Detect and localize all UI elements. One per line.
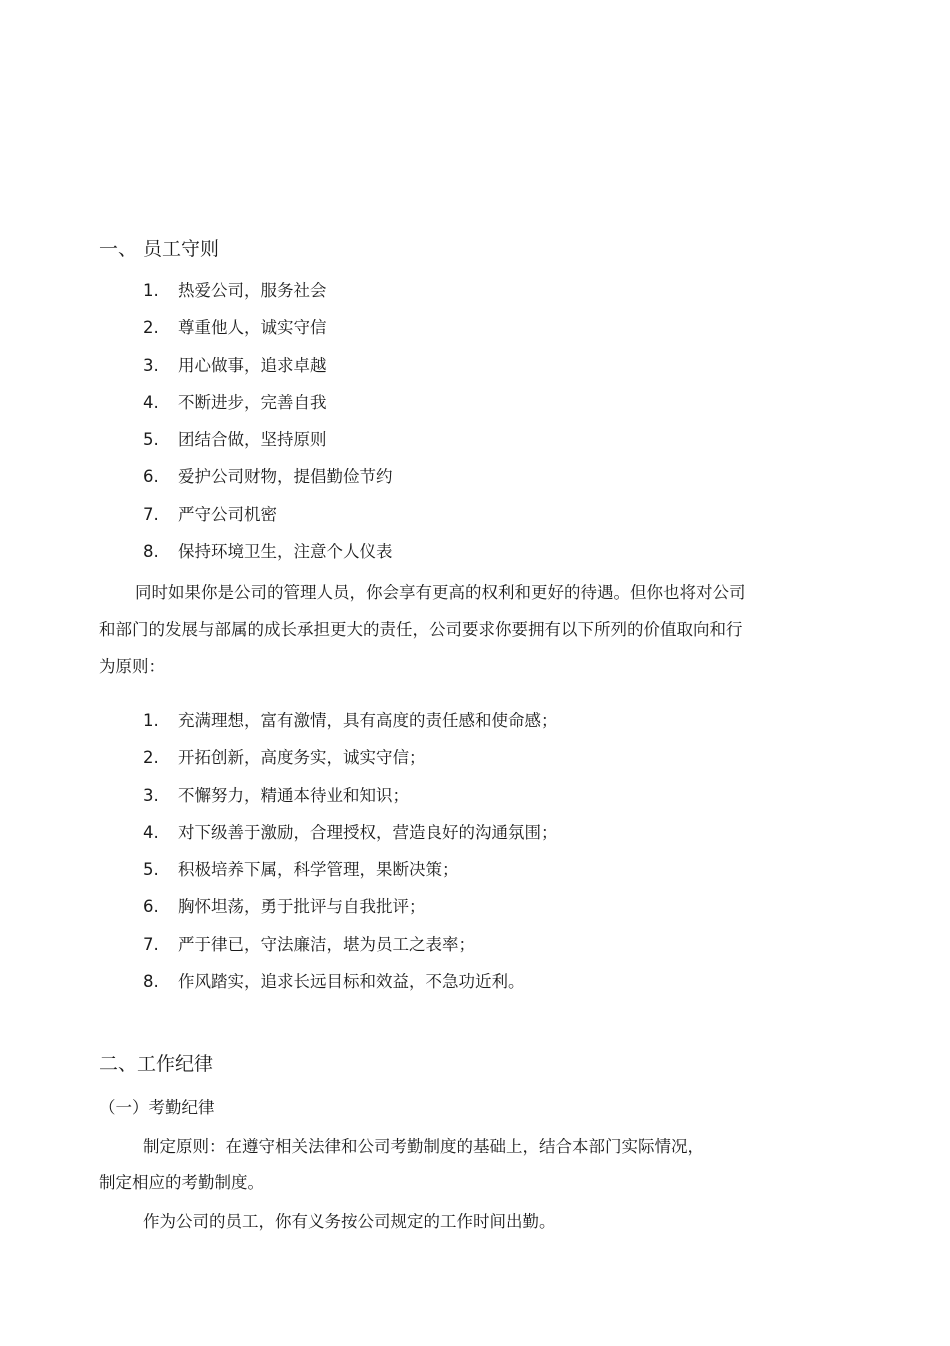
list-item-number: 1. xyxy=(143,281,159,300)
list-item-number: 8. xyxy=(143,542,159,562)
list-item-text: 对下级善于激励，合理授权，营造良好的沟通氛围； xyxy=(178,822,558,842)
subsection-title-attendance: （一）考勤纪律 xyxy=(99,1098,215,1117)
list-item xyxy=(143,354,393,391)
list-item-text: 胸怀坦荡，勇于批评与自我批评； xyxy=(178,897,426,917)
list-item-number: 7. xyxy=(143,504,159,524)
list-item xyxy=(143,858,558,895)
list-item-text: 爱护公司财物，提倡勤俭节约 xyxy=(178,467,393,487)
list-item xyxy=(143,279,393,316)
section-title-employee-rules: 一、 员工守则 xyxy=(99,238,220,260)
list-item-number: 2. xyxy=(143,318,159,338)
list-item xyxy=(143,391,393,428)
list-item-text: 作风踏实，追求长远目标和效益，不急功近利。 xyxy=(178,972,525,992)
list-item-number: 5. xyxy=(143,430,159,450)
section-title-work-discipline: 二、工作纪律 xyxy=(99,1053,214,1075)
list-item-text: 积极培养下属，科学管理，果断决策； xyxy=(178,860,459,880)
manager-paragraph-line-2: 和部门的发展与部属的成长承担更大的责任，公司要求你要拥有以下所列的价值取向和行 xyxy=(99,620,743,639)
employee-rules-list xyxy=(143,279,393,577)
list-item xyxy=(143,465,393,502)
list-item xyxy=(143,970,558,1007)
list-item-number: 1. xyxy=(143,711,159,730)
attendance-duty-paragraph: 作为公司的员工，你有义务按公司规定的工作时间出勤。 xyxy=(143,1212,556,1231)
list-item-text: 用心做事，追求卓越 xyxy=(178,355,327,375)
list-item-number: 3. xyxy=(143,355,159,375)
manager-rules-list xyxy=(143,709,558,1007)
list-item xyxy=(143,895,558,932)
list-item-number: 4. xyxy=(143,392,159,412)
list-item xyxy=(143,746,558,783)
manager-paragraph-line-1: 同时如果你是公司的管理人员，你会享有更高的权利和更好的待遇。但你也将对公司 xyxy=(135,583,746,602)
list-item-number: 2. xyxy=(143,748,159,768)
list-item-text: 严守公司机密 xyxy=(178,504,277,524)
list-item-text: 充满理想，富有激情，具有高度的责任感和使命感； xyxy=(178,711,558,730)
list-item xyxy=(143,784,558,821)
list-item-text: 尊重他人，诚实守信 xyxy=(178,318,327,338)
list-item-number: 8. xyxy=(143,972,159,992)
list-item xyxy=(143,428,393,465)
list-item-number: 6. xyxy=(143,897,159,917)
list-item-text: 严于律已，守法廉洁，堪为员工之表率； xyxy=(178,934,475,954)
attendance-principle-line-2: 制定相应的考勤制度。 xyxy=(99,1173,264,1192)
list-item-text: 开拓创新，高度务实，诚实守信； xyxy=(178,748,426,768)
list-item-text: 保持环境卫生，注意个人仪表 xyxy=(178,542,393,562)
list-item xyxy=(143,540,393,577)
attendance-principle-line-1: 制定原则：在遵守相关法律和公司考勤制度的基础上，结合本部门实际情况， xyxy=(143,1137,704,1156)
list-item xyxy=(143,316,393,353)
list-item xyxy=(143,821,558,858)
list-item-number: 3. xyxy=(143,785,159,805)
list-item-number: 5. xyxy=(143,860,159,880)
list-item-number: 7. xyxy=(143,934,159,954)
list-item xyxy=(143,933,558,970)
list-item-text: 不断进步，完善自我 xyxy=(178,392,327,412)
list-item xyxy=(143,709,558,746)
list-item-number: 4. xyxy=(143,822,159,842)
list-item-text: 团结合做，坚持原则 xyxy=(178,430,327,450)
list-item-text: 不懈努力，精通本待业和知识； xyxy=(178,785,409,805)
list-item-number: 6. xyxy=(143,467,159,487)
list-item xyxy=(143,503,393,540)
list-item-text: 热爱公司，服务社会 xyxy=(178,281,327,300)
manager-paragraph-line-3: 为原则： xyxy=(99,657,165,676)
